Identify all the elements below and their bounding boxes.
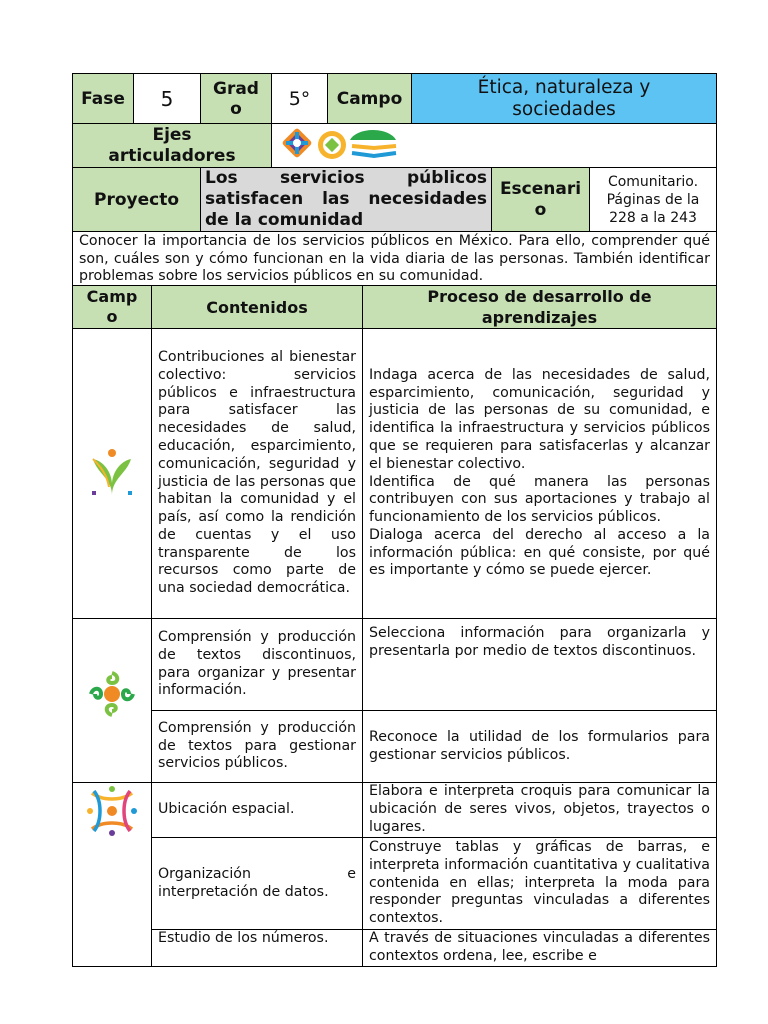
proyecto-label: Proyecto <box>73 168 201 232</box>
table-row <box>73 619 717 711</box>
proceso-cell: Indaga acerca de las necesidades de salud, esparcimiento, comunicación, seguridad y justicia de las personas de su comunidad, e identifica la infraestructura y servicios públicos que se requieren para satisfacerlas y alcanzar el bienestar colectivo. Identifica de qué manera las personas contribuyen con sus aportaciones y trabajo al funcionamiento de los servicios públicos. Dialoga acerca del derecho al acceso a la información pública: en qué consiste, por qué es importante y cómo se puede ejercer. <box>363 329 717 619</box>
header-table <box>72 73 717 288</box>
ejes-circle-icon <box>318 131 346 159</box>
proceso-cell: A través de situaciones vinculadas a diferentes contextos ordena, lee, escribe e <box>363 930 717 967</box>
proceso-cell: Reconoce la utilidad de los formularios para gestionar servicios públicos. <box>363 711 717 783</box>
table-row <box>73 930 717 967</box>
col-header-contenidos: Contenidos <box>152 286 363 329</box>
table-row <box>73 783 717 838</box>
proceso-cell: Selecciona información para organizarla y presentarla por medio de textos discontinuos. <box>363 619 717 711</box>
ejes-icons <box>272 124 717 168</box>
contenido-cell: Organización e interpretación de datos. <box>152 838 363 930</box>
proceso-cell: Construye tablas y gráficas de barras, e interpreta información cuantitativa y cualitativa contenida en ellas; interpreta la moda para responder preguntas vinculadas a diferentes contextos. <box>363 838 717 930</box>
col-header-campo: Camp o <box>73 286 152 329</box>
table-row <box>73 711 717 783</box>
table-header-row <box>73 286 717 329</box>
escenario-value: Comunitario. Páginas de la 228 a la 243 <box>590 168 717 232</box>
lenguajes-campo-icon <box>87 669 137 719</box>
fase-value: 5 <box>134 74 201 124</box>
grado-value: 5° <box>272 74 328 124</box>
etica-campo-icon <box>87 447 137 501</box>
proyecto-value: Los servicios públicos satisfacen las necesidades de la comunidad <box>201 168 492 232</box>
objetivo-text: Conocer la importancia de los servicios públicos en México. Para ello, comprender qué son, cuáles son y cómo funcionan en la vida diaria de las personas. También identificar problemas sobre los servicios públicos en su comunidad. <box>73 232 717 288</box>
contenido-cell: Ubicación espacial. <box>152 783 363 838</box>
campo-cell <box>73 783 152 967</box>
contenido-cell: Comprensión y producción de textos discontinuos, para organizar y presentar información. <box>152 619 363 711</box>
col-header-proceso: Proceso de desarrollo de aprendizajes <box>363 286 717 329</box>
contenidos-table <box>72 285 717 967</box>
campo-label: Campo <box>328 74 412 124</box>
ejes-book-icon <box>350 129 396 155</box>
ejes-label: Ejes articuladores <box>73 124 272 168</box>
table-row <box>73 329 717 619</box>
campo-value: Ética, naturaleza y sociedades <box>412 74 717 124</box>
escenario-label: Escenari o <box>492 168 590 232</box>
proceso-cell: Elabora e interpreta croquis para comunicar la ubicación de seres vivos, objetos, trayectos o lugares. <box>363 783 717 838</box>
campo-cell <box>73 329 152 619</box>
campo-cell <box>73 619 152 783</box>
grado-label: Grad o <box>201 74 272 124</box>
ejes-diversity-icon <box>281 127 312 158</box>
contenido-cell: Estudio de los números. <box>152 930 363 967</box>
contenido-cell: Comprensión y producción de textos para gestionar servicios públicos. <box>152 711 363 783</box>
contenido-cell: Contribuciones al bienestar colectivo: servicios públicos e infraestructura para satisfacer las necesidades de salud, educación, esparcimiento, comunicación, seguridad y justicia de las personas que habitan la comunidad y el país, así como la rendición de cuentas y el uso transparente de los recursos como parte de una sociedad democrática. <box>152 329 363 619</box>
fase-label: Fase <box>73 74 134 124</box>
table-row <box>73 838 717 930</box>
saberes-campo-icon <box>84 783 140 839</box>
